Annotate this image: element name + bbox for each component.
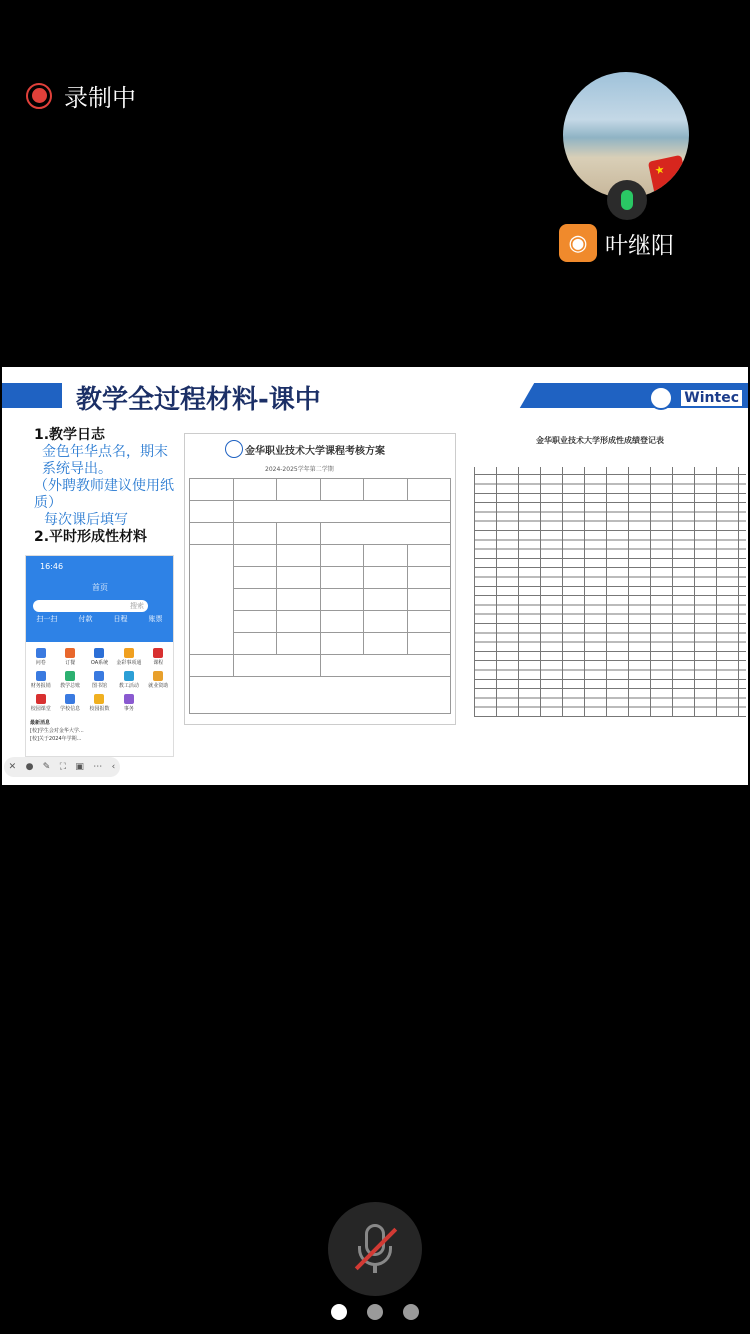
university-emblem-icon [225,440,243,458]
phone-title: 首页 [92,583,108,592]
more-icon[interactable]: ⋯ [93,762,103,772]
doc2-title: 金华职业技术大学形成性成绩登记表 [536,436,664,445]
app-tile: 校园课堂 [26,694,55,712]
phone-search-bar [33,600,148,612]
app-tile: OA系统 [85,648,114,666]
slide-title-box [62,373,462,417]
doc1-title: 金华职业技术大学课程考核方案 [245,446,385,457]
quick-action: 日程 [113,615,128,623]
app-tile: 教学总账 [55,671,84,689]
app-tile: 课程 [144,648,173,666]
app-tile: 教工活动 [114,671,143,689]
page-dot-active[interactable] [331,1304,347,1320]
app-tile: 就业资助 [144,671,173,689]
page-dot[interactable] [403,1304,419,1320]
grade-register-document [470,431,748,727]
university-seal-icon [649,386,673,410]
news-item: [校]关于2024年学期... [30,736,82,742]
doc1-table [189,478,451,714]
phone-app-screenshot [25,555,174,757]
slide-title: 教学全过程材料-课中 [76,385,321,415]
phone-time: 16:46 [40,562,64,571]
phone-app-grid [26,648,173,712]
pen-icon[interactable]: ✎ [42,762,51,772]
mute-toggle-button[interactable] [328,1202,422,1296]
collapse-icon[interactable]: ‹ [111,762,116,772]
wintec-logo: Wintec [681,390,742,406]
app-tile: 金彩事项通 [114,648,143,666]
page-dot[interactable] [367,1304,383,1320]
app-tile: 财务报销 [26,671,55,689]
app-tile: 图书馆 [85,671,114,689]
news-label: 最新消息 [30,720,51,726]
page-indicator[interactable] [331,1304,419,1320]
slide-notes [34,427,174,546]
app-tile: 订餐 [55,648,84,666]
flag-badge-icon: ★ [648,155,688,195]
note-line: 1.教学日志 [34,427,106,443]
shared-screen-slide[interactable] [2,367,748,785]
quick-action: 账票 [148,615,163,623]
app-tile: 校园报数 [85,694,114,712]
phone-quick-actions [26,614,173,642]
app-tile: 问卷 [26,648,55,666]
doc2-grade-table [474,467,746,717]
quick-action: 扫一扫 [36,615,58,623]
note-line: （外聘教师建议使用纸质） [34,478,174,511]
phone-search-button: 搜索 [130,602,144,610]
record-icon[interactable]: ● [25,762,34,772]
recording-label: 录制中 [64,84,136,112]
participant-mic-on-icon [607,180,647,220]
slide-logos [649,386,742,410]
doc1-subtitle: 2024-2025学年第二学期 [265,466,334,473]
crop-icon[interactable]: ⛶ [59,762,67,772]
quick-action: 付款 [78,615,93,623]
note-line: 金色年华点名，期末系统导出。 [42,444,168,477]
record-icon [26,83,52,109]
news-item: [校]学生会对金华大学... [30,728,84,734]
participant-name-tag [559,224,674,262]
recording-indicator [26,78,136,113]
annotation-toolbar[interactable] [4,757,120,777]
camera-icon[interactable]: ▣ [75,762,84,772]
note-line: 每次课后填写 [44,512,128,528]
phone-news [30,719,84,743]
note-line: 2.平时形成性材料 [34,529,148,545]
close-icon[interactable]: ✕ [8,762,17,772]
app-tile: 事务 [114,694,143,712]
app-tile: 学校信息 [55,694,84,712]
course-assessment-document [184,433,456,725]
participant-name: 叶继阳 [605,232,674,259]
user-icon: ◉ [559,224,597,262]
